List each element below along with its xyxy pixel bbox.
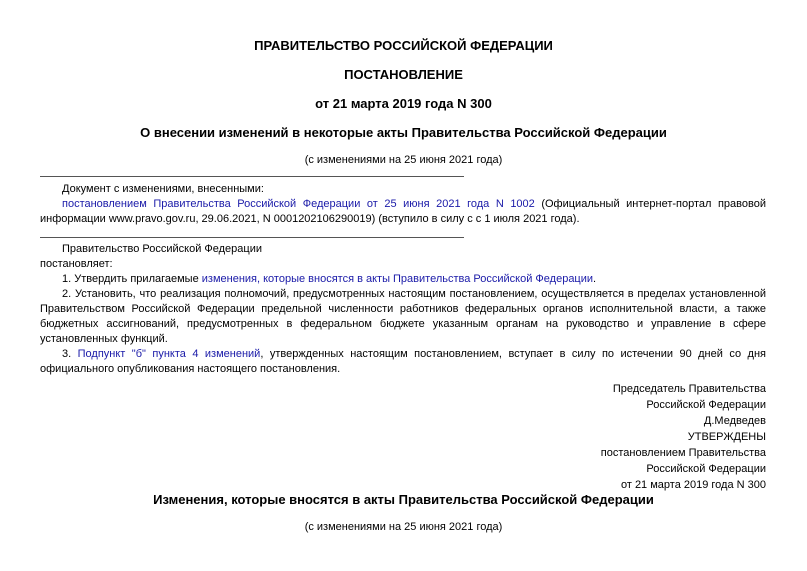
paragraph-1-suffix: . — [593, 273, 597, 285]
approval-line-3: Российской Федерации — [646, 463, 766, 475]
approval-line-2: постановлением Правительства — [600, 447, 766, 459]
paragraph-3 — [40, 347, 766, 377]
paragraph-1-prefix: 1. Утвердить прилагаемые — [62, 273, 202, 285]
signature-block — [466, 381, 766, 493]
paragraph-3-suffix: , утвержденных настоящим постановлением, вступает в силу по истечении 90 дней со дня официального опубликования настоящего постановления. — [40, 348, 766, 375]
changes-intro: Документ с изменениями, внесенными: — [62, 183, 264, 195]
annex-title: Изменения, которые вносятся в акты Правительства Российской Федерации — [153, 492, 654, 507]
signature-line-2: Российской Федерации — [646, 399, 766, 411]
divider-top — [40, 176, 464, 177]
decrees-line: постановляет: — [40, 258, 113, 270]
changes-tail: (Официальный интернет-портал правовой информации www.pravo.gov.ru, 29.06.2021, N 0001202106290019) (вступило в силу с с 1 июля 2021 года). — [40, 198, 766, 225]
issuer-line: Правительство Российской Федерации — [62, 243, 262, 255]
subpoint-link[interactable]: Подпункт "б" пункта 4 изменений — [77, 348, 261, 360]
approval-line-4: от 21 марта 2019 года N 300 — [620, 479, 766, 491]
date-number-heading: от 21 марта 2019 года N 300 — [315, 96, 492, 111]
paragraph-1 — [40, 272, 766, 287]
signature-line-1: Председатель Правительства — [612, 383, 766, 395]
changes-text — [40, 197, 766, 227]
signatory-name: Д.Медведев — [703, 415, 766, 427]
amending-decree-link[interactable]: постановлением Правительства Российской Федерации от 25 июня 2021 года N 1002 — [62, 198, 535, 210]
document-title: О внесении изменений в некоторые акты Правительства Российской Федерации — [140, 125, 667, 140]
changes-block — [40, 182, 766, 227]
changes-link[interactable]: изменения, которые вносятся в акты Правительства Российской Федерации — [201, 273, 594, 285]
approval-line-1: УТВЕРЖДЕНЫ — [687, 431, 766, 443]
paragraph-3-prefix: 3. — [62, 348, 78, 360]
divider-bottom — [40, 237, 464, 238]
doc-type-heading: ПОСТАНОВЛЕНИЕ — [344, 67, 463, 82]
paragraph-2: 2. Установить, что реализация полномочий, предусмотренных настоящим постановлением, осуществляется в пределах установленной Правительством Российской Федерации предельной численности работников федеральных органов исполнительной власти, а также бюджетных ассигнований, предусмотренных в федеральном бюджете указанным органам на руководство и управление в сфере установленных функций. — [40, 288, 766, 345]
org-heading: ПРАВИТЕЛЬСТВО РОССИЙСКОЙ ФЕДЕРАЦИИ — [254, 38, 553, 53]
annex-amendments-note: (с изменениями на 25 июня 2021 года) — [304, 521, 503, 533]
amendments-note: (с изменениями на 25 июня 2021 года) — [304, 154, 503, 166]
decree-body — [40, 242, 766, 377]
